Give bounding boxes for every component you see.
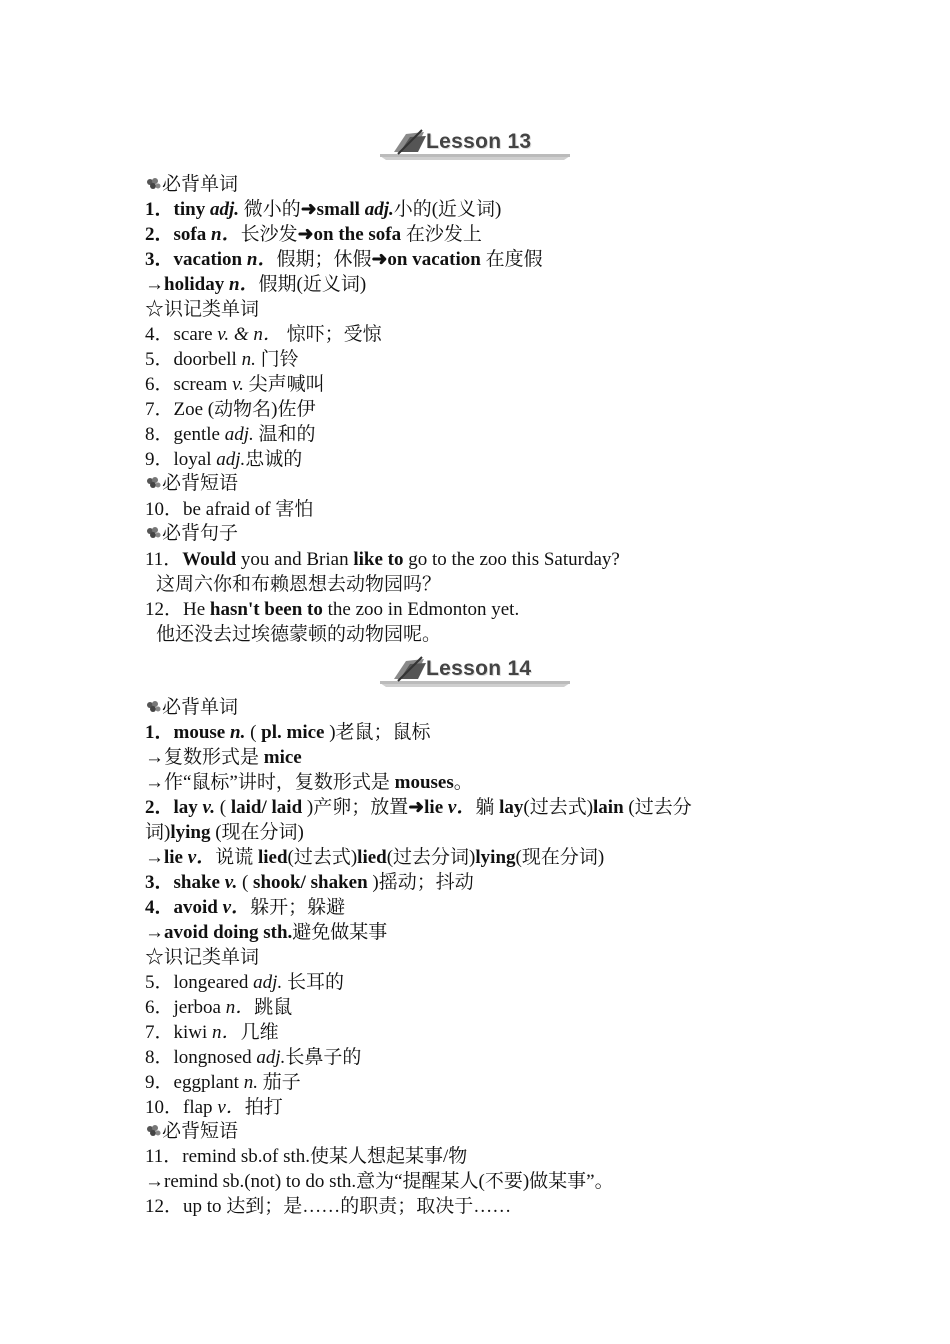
- word-item: 5．doorbell n. 门铃: [145, 349, 299, 370]
- sentence-translation: 这周六你和布赖恩想去动物园吗？: [156, 574, 442, 595]
- word-item: 5．longeared adj. 长耳的: [145, 972, 344, 993]
- word-item: 3．vacation n．假期；休假➜on vacation 在度假: [145, 249, 543, 270]
- word-item: 4．scare v. & n． 惊吓；受惊: [145, 324, 382, 345]
- arrow-icon: ➜: [300, 199, 317, 220]
- flower-bullet-icon: [145, 700, 161, 714]
- sentence-translation: 他还没去过埃德蒙顿的动物园呢。: [156, 624, 442, 645]
- lesson-title: Lesson 13: [426, 130, 532, 153]
- word-item: 7．Zoe (动物名)佐伊: [145, 399, 316, 420]
- phrase-item: 11．remind sb.of sth.使某人想起某事/物: [145, 1146, 468, 1167]
- arrow-icon: ➜: [297, 224, 314, 245]
- flower-bullet-icon: [145, 476, 161, 490]
- word-item: 9．eggplant n. 茄子: [145, 1072, 301, 1093]
- section-heading: 必背短语: [145, 471, 238, 496]
- arrow-icon: ➜: [371, 249, 388, 270]
- section-heading: ☆识记类单词: [145, 947, 260, 968]
- lesson-title: Lesson 14: [426, 657, 532, 680]
- phrase-note: →remind sb.(not) to do sth.意为“提醒某人(不要)做某事”。: [145, 1171, 614, 1192]
- word-item: 6．scream v. 尖声喊叫: [145, 374, 325, 395]
- section-heading: 必背单词: [145, 695, 238, 720]
- word-item: 3．shake v. ( shook/ shaken )摇动；抖动: [145, 872, 474, 893]
- lesson-14-banner: [380, 655, 570, 689]
- phrase-item: 10．be afraid of 害怕: [145, 499, 314, 520]
- sentence-item: 11．Would you and Brian like to go to the zoo this Saturday?: [145, 549, 620, 570]
- word-note: →holiday n．假期(近义词): [145, 274, 367, 295]
- word-item: 9．loyal adj.忠诚的: [145, 449, 303, 470]
- word-item: 10．flap v．拍打: [145, 1097, 283, 1118]
- section-heading: ☆识记类单词: [145, 299, 260, 320]
- word-item: 6．jerboa n．跳鼠: [145, 997, 293, 1018]
- flower-bullet-icon: [145, 177, 161, 191]
- word-item: 8．longnosed adj.长鼻子的: [145, 1047, 362, 1068]
- word-item: 2．sofa n．长沙发➜on the sofa 在沙发上: [145, 224, 482, 245]
- flower-bullet-icon: [145, 1124, 161, 1138]
- section-heading: 必背短语: [145, 1119, 238, 1144]
- arrow-icon: ➜: [408, 797, 425, 818]
- word-note: →avoid doing sth.避免做某事: [145, 922, 388, 943]
- star-icon: ☆: [145, 299, 165, 320]
- section-heading: 必背句子: [145, 521, 238, 546]
- word-item: 2．lay v. ( laid/ laid )产卵；放置➜lie v．躺 lay(过去式)lain (过去分: [145, 797, 692, 818]
- word-item: 8．gentle adj. 温和的: [145, 424, 316, 445]
- sentence-item: 12．He hasn't been to the zoo in Edmonton yet.: [145, 599, 520, 620]
- star-icon: ☆: [145, 947, 165, 968]
- word-item: 1．mouse n. ( pl. mice )老鼠；鼠标: [145, 722, 431, 743]
- word-item: 7．kiwi n．几维: [145, 1022, 279, 1043]
- word-note: →复数形式是 mice: [145, 747, 302, 768]
- word-item: 1．tiny adj. 微小的➜small adj.小的(近义词): [145, 199, 502, 220]
- word-note: →lie v．说谎 lied(过去式)lied(过去分词)lying(现在分词): [145, 847, 605, 868]
- section-heading: 必背单词: [145, 172, 238, 197]
- word-item: 4．avoid v．躲开；躲避: [145, 897, 346, 918]
- phrase-item: 12．up to 达到；是……的职责；取决于……: [145, 1196, 512, 1217]
- word-note: →作“鼠标”讲时，复数形式是 mouses。: [145, 772, 473, 793]
- lesson-13-banner: [380, 128, 570, 162]
- word-item-continued: 词)lying (现在分词): [145, 822, 304, 843]
- flower-bullet-icon: [145, 526, 161, 540]
